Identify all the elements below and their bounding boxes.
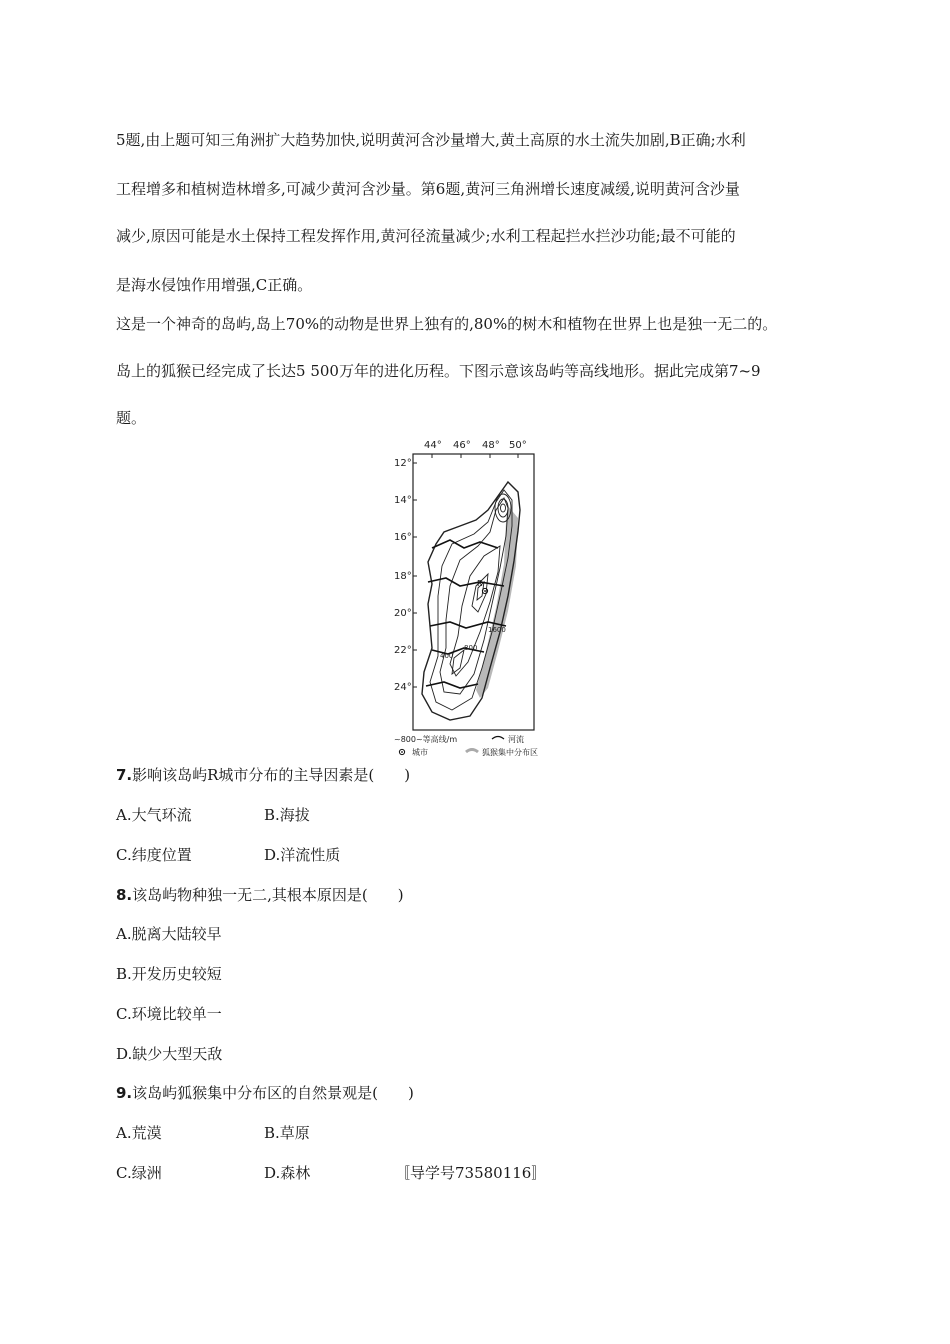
legend-lemur-symbol bbox=[466, 750, 478, 753]
contour-label-1600: 1600 bbox=[488, 626, 506, 634]
option-9a[interactable]: A.荒漠 bbox=[116, 1124, 162, 1142]
lat-label: 16° bbox=[394, 532, 412, 543]
option-9b[interactable]: B.草原 bbox=[264, 1124, 310, 1142]
legend-river: 河流 bbox=[508, 735, 524, 744]
option-9d[interactable]: D.森林 bbox=[264, 1164, 311, 1182]
legend-river-symbol bbox=[492, 737, 504, 740]
lon-label: 44° bbox=[424, 440, 442, 451]
lat-label: 24° bbox=[394, 682, 412, 693]
map-frame bbox=[413, 454, 534, 730]
option-7b[interactable]: B.海拔 bbox=[264, 806, 310, 824]
lat-label: 14° bbox=[394, 495, 412, 506]
contour-label-400: 400 bbox=[440, 652, 454, 660]
lon-label: 46° bbox=[453, 440, 471, 451]
intro-line-3: 题。 bbox=[116, 409, 147, 427]
contour-label-800: 800 bbox=[464, 644, 478, 652]
legend-lemur: 狐猴集中分布区 bbox=[482, 748, 538, 757]
lon-label: 50° bbox=[509, 440, 527, 451]
option-7a[interactable]: A.大气环流 bbox=[116, 806, 192, 824]
island-contour-map bbox=[380, 436, 560, 758]
intro-line-1: 这是一个神奇的岛屿,岛上70%的动物是世界上独有的,80%的树木和植物在世界上也是独一无二的。 bbox=[116, 315, 778, 333]
lat-label: 20° bbox=[394, 608, 412, 619]
question-number: 9. bbox=[116, 1084, 133, 1102]
option-8a[interactable]: A.脱离大陆较早 bbox=[116, 925, 222, 943]
question-number: 7. bbox=[116, 766, 133, 784]
option-8b[interactable]: B.开发历史较短 bbox=[116, 965, 222, 983]
intro-line-2: 岛上的狐猴已经完成了长达5 500万年的进化历程。下图示意该岛屿等高线地形。据此完成第7~9 bbox=[116, 362, 761, 380]
lon-label: 48° bbox=[482, 440, 500, 451]
question-9 bbox=[116, 1083, 414, 1103]
legend-city: 城市 bbox=[412, 748, 428, 757]
option-7d[interactable]: D.洋流性质 bbox=[264, 846, 341, 864]
explanation-line-2: 工程增多和植树造林增多,可减少黄河含沙量。第6题,黄河三角洲增长速度减缓,说明黄河含沙量 bbox=[116, 180, 740, 198]
lat-label: 18° bbox=[394, 571, 412, 582]
legend-contour: ~800~等高线/m bbox=[394, 735, 458, 744]
option-7c[interactable]: C.纬度位置 bbox=[116, 846, 192, 864]
question-number: 8. bbox=[116, 886, 133, 904]
option-9c[interactable]: C.绿洲 bbox=[116, 1164, 162, 1182]
city-label-r: R bbox=[477, 579, 483, 588]
question-8 bbox=[116, 885, 404, 905]
option-8d[interactable]: D.缺少大型天敌 bbox=[116, 1045, 223, 1063]
reference-number: 〚导学号73580116〛 bbox=[395, 1164, 547, 1182]
lat-label: 12° bbox=[394, 458, 412, 469]
question-stem: 该岛屿物种独一无二,其根本原因是( ) bbox=[132, 886, 404, 904]
question-stem: 该岛屿狐猴集中分布区的自然景观是( ) bbox=[132, 1084, 414, 1102]
question-7 bbox=[116, 765, 410, 785]
explanation-line-3: 减少,原因可能是水土保持工程发挥作用,黄河径流量减少;水利工程起拦水拦沙功能;最不可能的 bbox=[116, 227, 736, 245]
explanation-line-1: 5题,由上题可知三角洲扩大趋势加快,说明黄河含沙量增大,黄土高原的水土流失加剧,B正确;水利 bbox=[116, 131, 746, 149]
lat-label: 22° bbox=[394, 645, 412, 656]
explanation-line-4: 是海水侵蚀作用增强,C正确。 bbox=[116, 276, 313, 294]
option-8c[interactable]: C.环境比较单一 bbox=[116, 1005, 222, 1023]
question-stem: 影响该岛屿R城市分布的主导因素是( ) bbox=[132, 766, 411, 784]
